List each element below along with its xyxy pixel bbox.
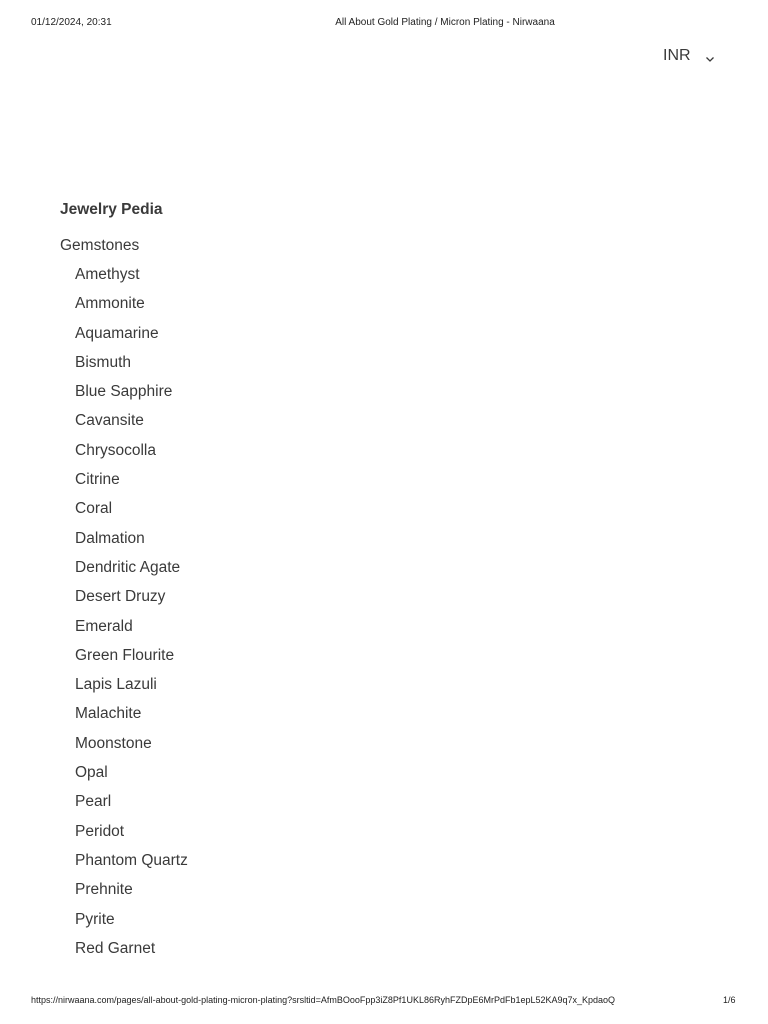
print-page-number: 1/6: [723, 995, 736, 1005]
gemstone-link[interactable]: Pyrite: [75, 910, 115, 928]
print-footer: [0, 995, 768, 1009]
gemstone-link[interactable]: Blue Sapphire: [75, 383, 173, 401]
gemstone-link[interactable]: Aquamarine: [75, 324, 159, 342]
currency-selector[interactable]: [663, 47, 715, 65]
gemstone-link[interactable]: Desert Druzy: [75, 588, 166, 606]
gemstone-link[interactable]: Moonstone: [75, 734, 152, 752]
gemstone-list: [75, 264, 188, 967]
gemstone-link[interactable]: Coral: [75, 500, 113, 518]
gemstone-link[interactable]: Bismuth: [75, 353, 131, 371]
gemstone-link[interactable]: Chrysocolla: [75, 441, 156, 459]
gemstone-link[interactable]: Amethyst: [75, 266, 140, 283]
currency-value: INR: [663, 47, 691, 64]
chevron-down-icon: [705, 51, 715, 61]
gemstone-link[interactable]: Dalmation: [75, 529, 145, 547]
gemstone-link[interactable]: Phantom Quartz: [75, 851, 188, 869]
print-header: [0, 17, 768, 31]
gemstones-link[interactable]: Gemstones: [60, 237, 140, 254]
gemstone-link[interactable]: Prehnite: [75, 881, 133, 899]
print-url: https://nirwaana.com/pages/all-about-gold-plating-micron-plating?srsltid=AfmBOooFpp3iZ8Pf1UKL86RyhFZDpE6MrPdFb1epL52KA9q7x_KpdaoQ: [31, 995, 616, 1005]
jewelry-pedia-title: Jewelry Pedia: [60, 201, 163, 218]
gemstone-link[interactable]: Red Garnet: [75, 939, 156, 957]
gemstone-link[interactable]: Dendritic Agate: [75, 558, 181, 576]
gemstone-link[interactable]: Pearl: [75, 793, 112, 811]
print-page-title: All About Gold Plating / Micron Plating - Nirwaana: [335, 17, 555, 28]
gemstone-link[interactable]: Citrine: [75, 471, 120, 489]
gemstone-link[interactable]: Peridot: [75, 822, 125, 840]
gemstone-link[interactable]: Cavansite: [75, 412, 144, 430]
gemstone-link[interactable]: Green Flourite: [75, 646, 175, 664]
gemstone-link[interactable]: Malachite: [75, 705, 142, 723]
jewelry-pedia-nav: [60, 199, 188, 967]
gemstone-link[interactable]: Lapis Lazuli: [75, 676, 157, 694]
gemstone-link[interactable]: Opal: [75, 764, 108, 782]
gemstone-link[interactable]: Ammonite: [75, 295, 145, 313]
gemstone-link[interactable]: Emerald: [75, 617, 133, 635]
print-datetime: 01/12/2024, 20:31: [31, 17, 112, 28]
